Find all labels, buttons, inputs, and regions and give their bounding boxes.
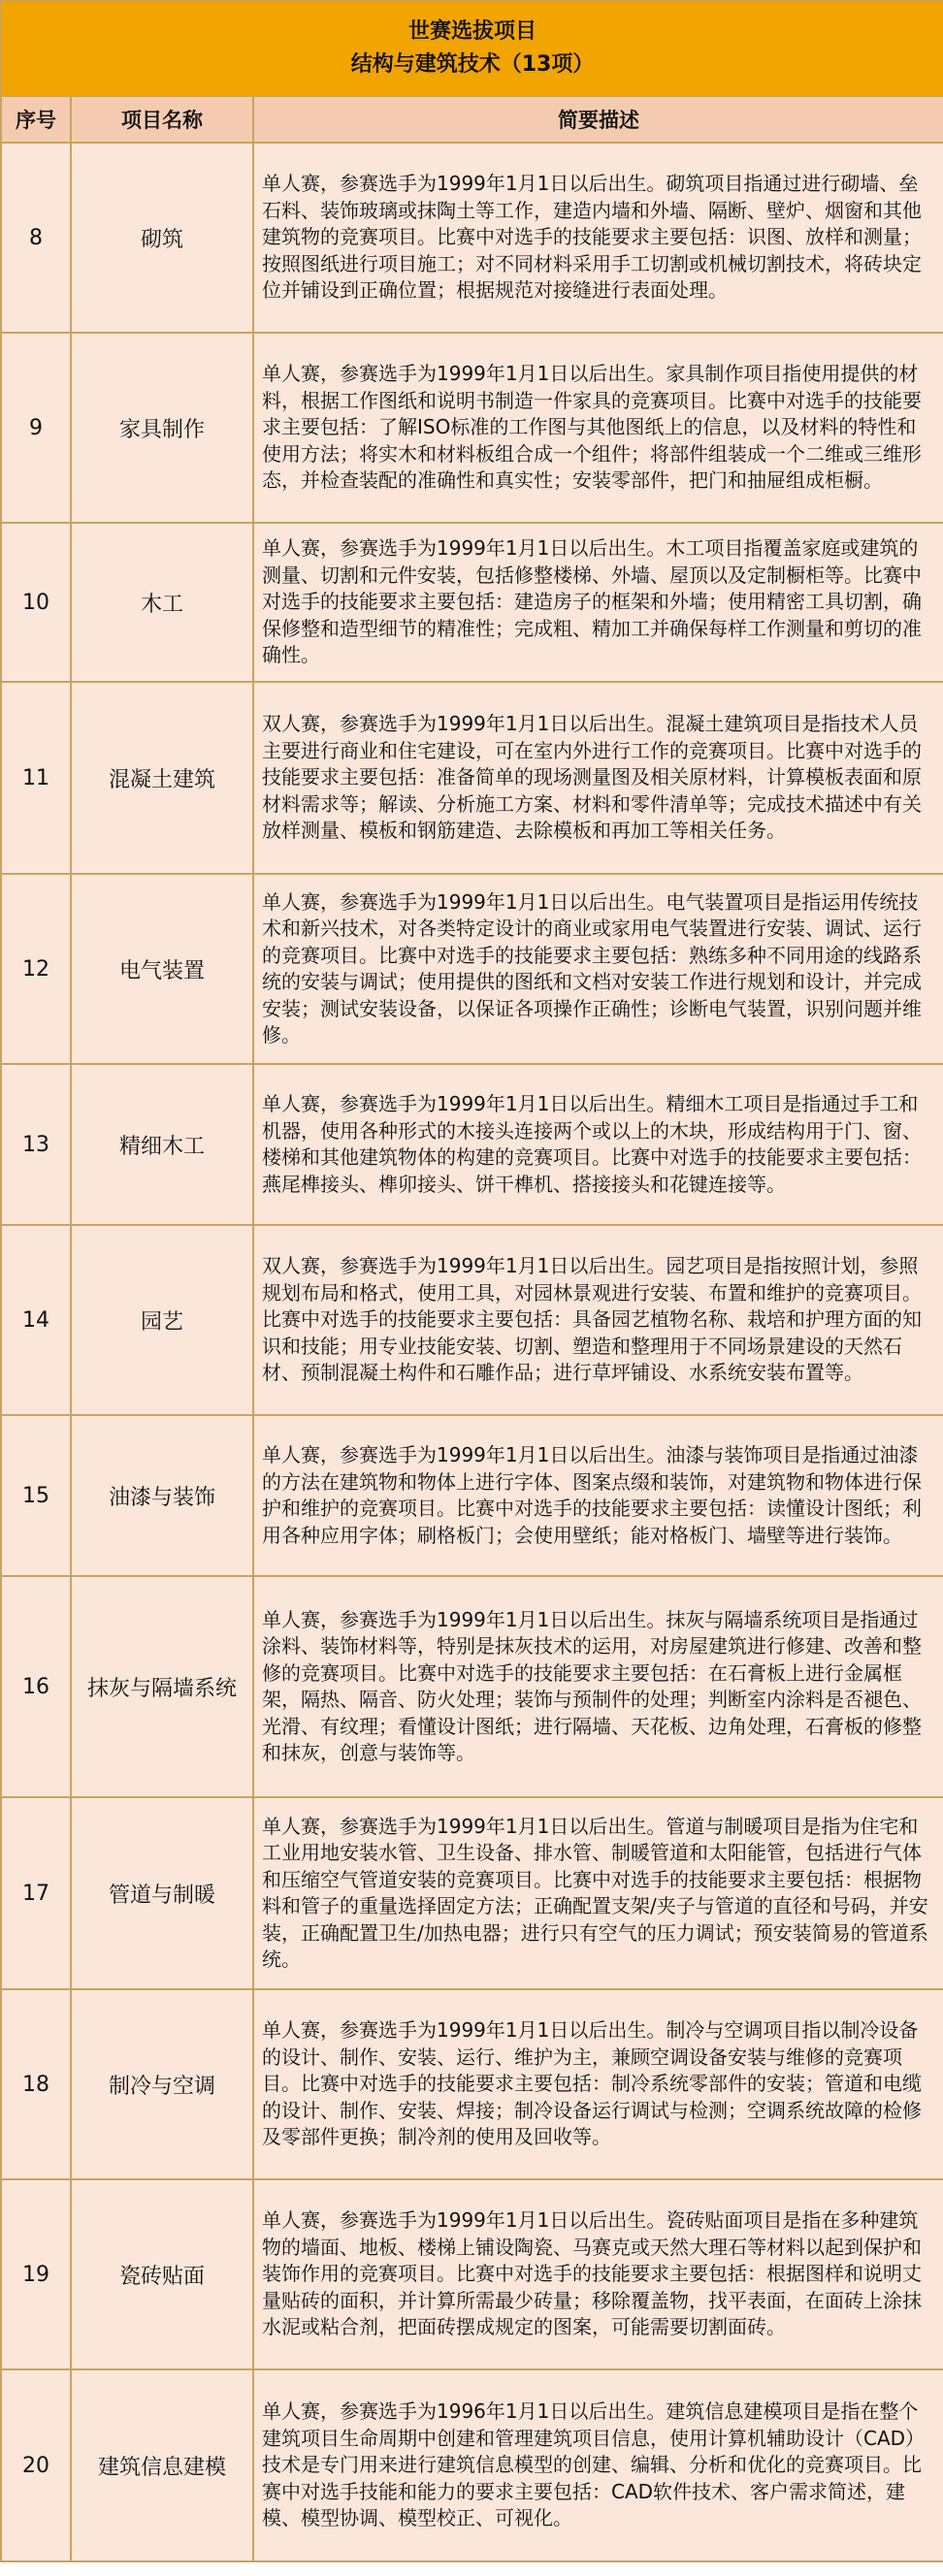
row-description: 单人赛，参赛选手为1996年1月1日以后出生。建筑信息建模项目是指在整个建筑项目生命周期中创建和管理建筑项目信息，使用计算机辅助设计（CAD）技术是专门用来进行建筑信息模型的创建、编辑、分析和优化的竞赛项目。比赛中对选手技能和能力的要求主要包括：CAD软件技术、客户需求简述，建模、模型协调、模型校正、可视化。 — [253, 2369, 943, 2561]
row-description: 单人赛，参赛选手为1999年1月1日以后出生。家具制作项目指使用提供的材料，根据工作图纸和说明书制造一件家具的竞赛项目。比赛中对选手的技能要求主要包括：了解ISO标准的工作图与其他图纸上的信息，以及材料的特性和使用方法；将实木和材料板组合成一个组件；将部件组装成一个二维或三维形态，并检查装配的准确性和真实性；安装零部件，把门和抽屉组成柜橱。 — [253, 333, 943, 523]
row-description: 单人赛，参赛选手为1999年1月1日以后出生。油漆与装饰项目是指通过油漆的方法在建筑物和物体上进行字体、图案点缀和装饰，对建筑物和物体进行保护和维护的竞赛项目。比赛中对选手的技能要求主要包括：读懂设计图纸；利用各种应用字体；刷格板门；会使用壁纸；能对格板门、墙壁等进行装饰。 — [253, 1415, 943, 1576]
table-row — [1, 682, 943, 874]
row-description: 双人赛，参赛选手为1999年1月1日以后出生。园艺项目是指按照计划，参照规划布局和格式，使用工具，对园林景观进行安装、布置和维护的竞赛项目。比赛中对选手的技能要求主要包括：具备园艺植物名称、栽培和护理方面的知识和技能；用专业技能安装、切割、塑造和整理用于不同场景建设的天然石材、预制混凝土构件和石雕作品；进行草坪铺设、水系统安装布置等。 — [253, 1225, 943, 1415]
table-row — [1, 333, 943, 523]
row-number: 19 — [1, 2179, 71, 2369]
row-project-name: 瓷砖贴面 — [71, 2179, 253, 2369]
row-number: 14 — [1, 1225, 71, 1415]
row-project-name: 木工 — [71, 523, 253, 682]
header-desc: 简要描述 — [253, 96, 943, 143]
table-row — [1, 1225, 943, 1415]
table-title-line1: 世赛选拔项目 — [407, 19, 537, 44]
table-row — [1, 2369, 943, 2561]
row-project-name: 油漆与装饰 — [71, 1415, 253, 1576]
row-project-name: 电气装置 — [71, 874, 253, 1064]
table-row — [1, 2179, 943, 2369]
row-number: 9 — [1, 333, 71, 523]
row-project-name: 抹灰与隔墙系统 — [71, 1576, 253, 1797]
row-project-name: 制冷与空调 — [71, 1989, 253, 2179]
row-project-name: 园艺 — [71, 1225, 253, 1415]
table-row — [1, 1064, 943, 1225]
row-description: 单人赛，参赛选手为1999年1月1日以后出生。管道与制暖项目是指为住宅和工业用地安装水管、卫生设备、排水管、制暖管道和太阳能管，包括进行气体和压缩空气管道安装的竞赛项目。比赛中对选手的技能要求主要包括：根据物料和管子的重量选择固定方法；正确配置支架/夹子与管道的直径和号码，并安装，正确配置卫生/加热电器；进行只有空气的压力调试；预安装简易的管道系统。 — [253, 1797, 943, 1989]
row-number: 15 — [1, 1415, 71, 1576]
header-name: 项目名称 — [71, 96, 253, 143]
table-row — [1, 1576, 943, 1797]
table-title — [1, 1, 943, 96]
table-row — [1, 523, 943, 682]
row-description: 单人赛，参赛选手为1999年1月1日以后出生。砌筑项目指通过进行砌墙、垒石料、装饰玻璃或抹陶土等工作，建造内墙和外墙、隔断、壁炉、烟窗和其他建筑物的竞赛项目。比赛中对选手的技能要求主要包括：识图、放样和测量；按照图纸进行项目施工；对不同材料采用手工切割或机械切割技术，将砖块定位并铺设到正确位置；根据规范对接缝进行表面处理。 — [253, 143, 943, 333]
row-description: 单人赛，参赛选手为1999年1月1日以后出生。精细木工项目是指通过手工和机器，使用各种形式的木接头连接两个或以上的木块，形成结构用于门、窗、楼梯和其他建筑物体的构建的竞赛项目。比赛中对选手的技能要求主要包括：燕尾榫接头、榫卯接头、饼干榫机、搭接接头和花键连接等。 — [253, 1064, 943, 1225]
table-title-line2: 结构与建筑技术（13项） — [350, 52, 595, 77]
row-description: 单人赛，参赛选手为1999年1月1日以后出生。木工项目指覆盖家庭或建筑的测量、切割和元件安装，包括修整楼梯、外墙、屋顶以及定制橱柜等。比赛中对选手的技能要求主要包括：建造房子的框架和外墙；使用精密工具切割，确保修整和造型细节的精准性；完成粗、精加工并确保每样工作测量和剪切的准确性。 — [253, 523, 943, 682]
row-description: 双人赛，参赛选手为1999年1月1日以后出生。混凝土建筑项目是指技术人员主要进行商业和住宅建设，可在室内外进行工作的竞赛项目。比赛中对选手的技能要求主要包括：准备简单的现场测量图及相关原材料，计算模板表面和原材料需求等；解读、分析施工方案、材料和零件清单等；完成技术描述中有关放样测量、模板和钢筋建造、去除模板和再加工等相关任务。 — [253, 682, 943, 874]
row-project-name: 建筑信息建模 — [71, 2369, 253, 2561]
row-number: 13 — [1, 1064, 71, 1225]
row-project-name: 家具制作 — [71, 333, 253, 523]
table-row — [1, 1797, 943, 1989]
row-number: 16 — [1, 1576, 71, 1797]
row-description: 单人赛，参赛选手为1999年1月1日以后出生。瓷砖贴面项目是指在多种建筑物的墙面、地板、楼梯上铺设陶瓷、马赛克或天然大理石等材料以起到保护和装饰作用的竞赛项目。比赛中对选手的技能要求主要包括：根据图样和说明丈量贴砖的面积，并计算所需最少砖量；移除覆盖物，找平表面，在面砖上涂抹水泥或粘合剂，把面砖摆成规定的图案，可能需要切割面砖。 — [253, 2179, 943, 2369]
row-project-name: 砌筑 — [71, 143, 253, 333]
table-row — [1, 874, 943, 1064]
row-number: 10 — [1, 523, 71, 682]
row-number: 18 — [1, 1989, 71, 2179]
row-description: 单人赛，参赛选手为1999年1月1日以后出生。电气装置项目是指运用传统技术和新兴技术，对各类特定设计的商业或家用电气装置进行安装、调试、运行的竞赛项目。比赛中对选手的技能要求主要包括：熟练多种不同用途的线路系统的安装与调试；使用提供的图纸和文档对安装工作进行规划和设计，并完成安装；测试安装设备，以保证各项操作正确性；诊断电气装置，识别问题并维修。 — [253, 874, 943, 1064]
table-row — [1, 1415, 943, 1576]
row-number: 11 — [1, 682, 71, 874]
header-num: 序号 — [1, 96, 71, 143]
row-project-name: 混凝土建筑 — [71, 682, 253, 874]
row-number: 12 — [1, 874, 71, 1064]
table-row — [1, 143, 943, 333]
row-number: 8 — [1, 143, 71, 333]
row-project-name: 精细木工 — [71, 1064, 253, 1225]
row-project-name: 管道与制暖 — [71, 1797, 253, 1989]
row-description: 单人赛，参赛选手为1999年1月1日以后出生。抹灰与隔墙系统项目是指通过涂料、装饰材料等，特别是抹灰技术的运用，对房屋建筑进行修建、改善和整修的竞赛项目。比赛中对选手的技能要求主要包括：在石膏板上进行金属框架，隔热、隔音、防火处理；装饰与预制件的处理；判断室内涂料是否褪色、光滑、有纹理；看懂设计图纸；进行隔墙、天花板、边角处理，石膏板的修整和抹灰，创意与装饰等。 — [253, 1576, 943, 1797]
row-number: 20 — [1, 2369, 71, 2561]
table-row — [1, 1989, 943, 2179]
row-number: 17 — [1, 1797, 71, 1989]
row-description: 单人赛，参赛选手为1999年1月1日以后出生。制冷与空调项目指以制冷设备的设计、制作、安装、运行、维护为主，兼顾空调设备安装与维修的竞赛项目。比赛中对选手的技能要求主要包括：制冷系统零部件的安装；管道和电缆的设计、制作、安装、焊接；制冷设备运行调试与检测；空调系统故障的检修及零部件更换；制冷剂的使用及回收等。 — [253, 1989, 943, 2179]
